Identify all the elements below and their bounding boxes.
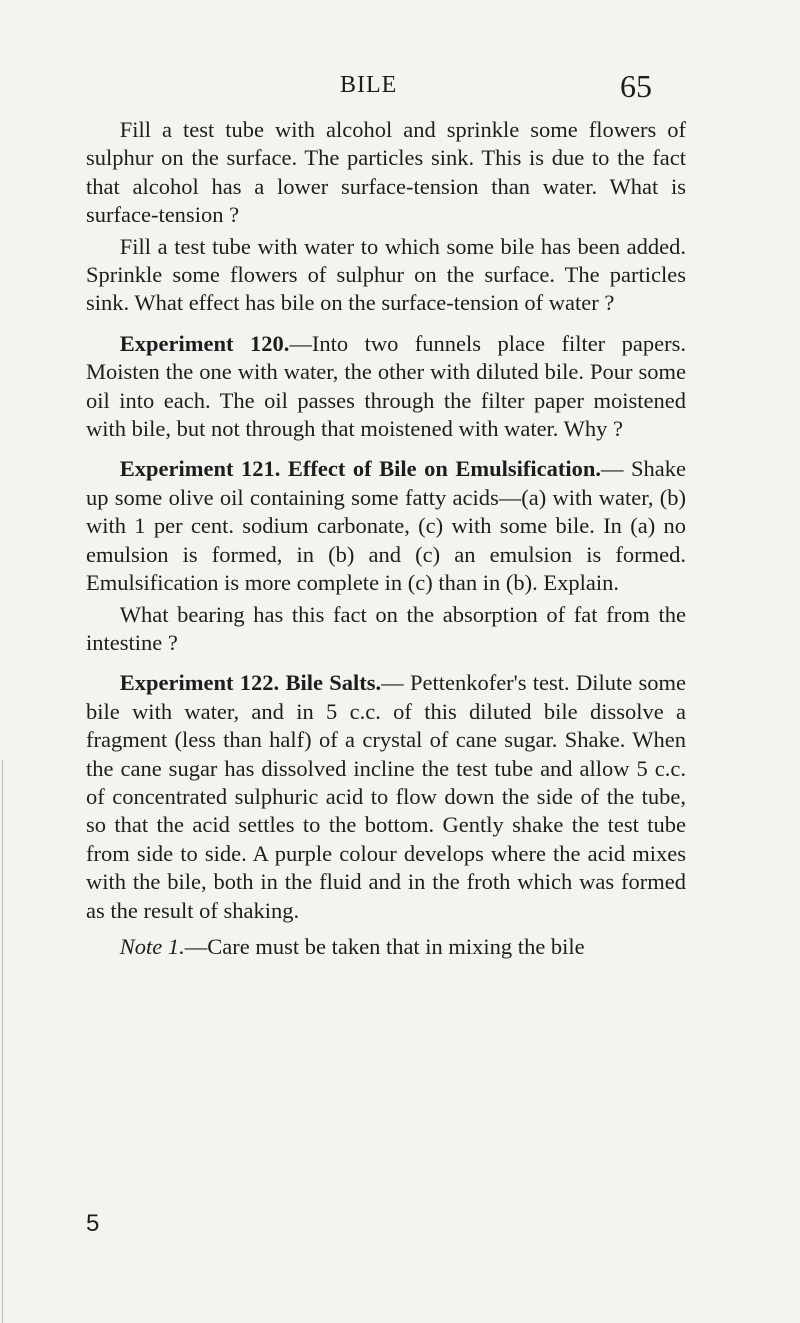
experiment-121 [86, 455, 686, 597]
page-number: 65 [620, 68, 652, 104]
paragraph-text: What bearing has this fact on the absorption of fat from the intestine ? [86, 601, 686, 655]
paragraph-text: Fill a test tube with water to which some bile has been added. Sprinkle some flowers of sulphur on the surface. The particles sink. What effect has bile on the surface-tension of water ? [86, 233, 686, 316]
paragraph-alcohol-surface-tension [86, 116, 686, 230]
note-label: Note 1. [119, 933, 185, 959]
paragraph-text: —Into two funnels place filter papers. Moisten the one with water, the other with diluted bile. Pour some oil into each. The oil passes through the filter paper moistened with bile, but not through that moistened with water. Why ? [86, 330, 687, 442]
paragraph-bile-surface-tension [86, 233, 686, 318]
paragraph-text: — Shake up some olive oil containing some fatty acids—(a) with water, (b) with 1 per cent. sodium carbonate, (c) with some bile. In (a) no emulsion is formed, in (b) and (c) an emulsion is formed. Emulsification is more complete in (c) than in (b). Explain. [86, 456, 686, 596]
paragraph-text: —Care must be taken that in mixing the bile [184, 933, 585, 959]
running-title: BILE [340, 72, 398, 98]
page-edge-line [2, 760, 3, 1323]
experiment-heading: Experiment 120. [119, 330, 290, 356]
paragraph-text: Fill a test tube with alcohol and sprinkle some flowers of sulphur on the surface. The particles sink. This is due to the fact that alcohol has a lower surface-tension than water. What is surface-tension ? [86, 117, 686, 228]
paragraph-fat-absorption [86, 601, 686, 658]
signature-mark: 5 [86, 1210, 100, 1237]
running-head [0, 68, 800, 106]
note-1 [86, 933, 686, 961]
experiment-120 [86, 330, 686, 444]
body-text [86, 116, 686, 961]
experiment-heading: Experiment 122. Bile Salts. [119, 670, 382, 696]
experiment-heading: Experiment 121. Effect of Bile on Emulsification. [119, 456, 601, 482]
paragraph-text: — Pettenkofer's test. Dilute some bile with water, and in 5 c.c. of this diluted bile dissolve a fragment (less than half) of a crystal of cane sugar. Shake. When the cane sugar has dissolved incline the test tube and allow 5 c.c. of concentrated sulphuric acid to flow down the side of the tube, so that the acid settles to the bottom. Gently shake the test tube from side to side. A purple colour develops where the acid mixes with the bile, both in the fluid and in the froth which was formed as the result of shaking. [86, 670, 686, 923]
experiment-122 [86, 669, 686, 925]
